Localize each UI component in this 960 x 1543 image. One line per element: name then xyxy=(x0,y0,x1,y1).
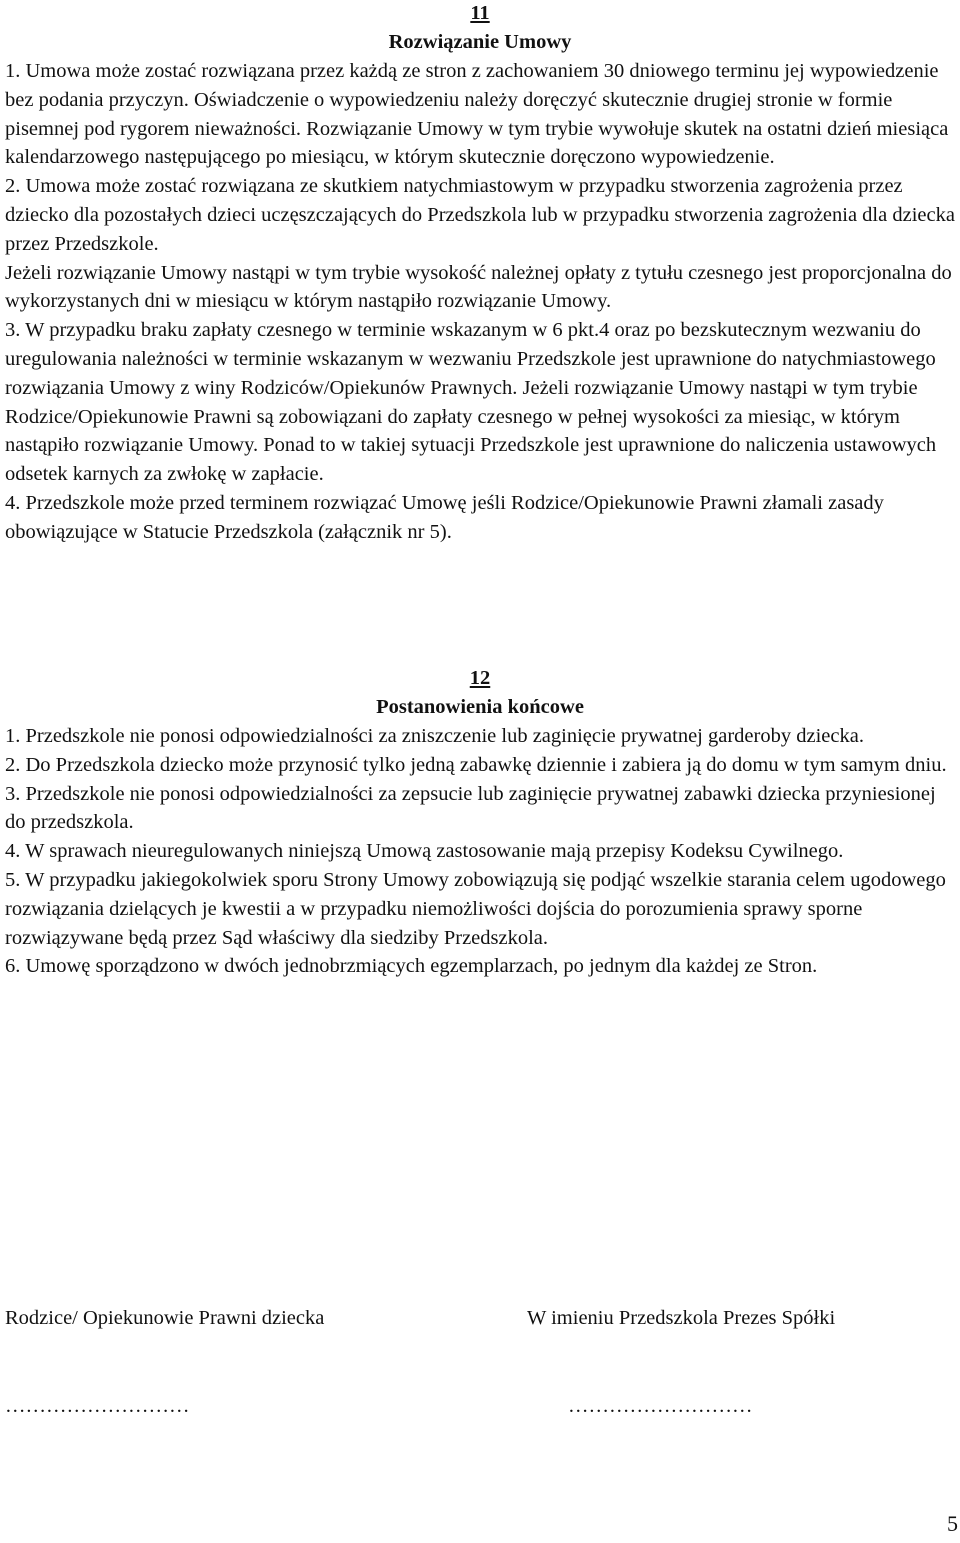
page-number: 5 xyxy=(947,1511,958,1536)
section-12-paragraph-3: 3. Przedszkole nie ponosi odpowiedzialności za zepsucie lub zaginięcie prywatnej zabawki dziecka przyniesionej do przedszkola. xyxy=(5,782,936,834)
section-12-paragraph-2: 2. Do Przedszkola dziecko może przynosić tylko jedną zabawkę dziennie i zabiera ją do domu w tym samym dniu. xyxy=(5,753,947,776)
section-12-paragraph-4: 4. W sprawach nieuregulowanych niniejszą Umową zastosowanie mają przepisy Kodeksu Cywilnego. xyxy=(5,840,844,863)
section-11-paragraph-2-continuation: Jeżeli rozwiązanie Umowy nastąpi w tym trybie wysokość należnej opłaty z tytułu czesnego jest proporcjonalna do wykorzystanych dni w miesiącu w którym nastąpiło rozwiązanie Umowy. xyxy=(5,261,952,313)
section-11-number: 11 xyxy=(470,2,490,24)
section-12-number: 12 xyxy=(469,667,491,689)
section-12-paragraph-1: 1. Przedszkole nie ponosi odpowiedzialności za zniszczenie lub zaginięcie prywatnej garderoby dziecka. xyxy=(5,725,864,747)
section-11-title: Rozwiązanie Umowy xyxy=(388,31,572,53)
section-11-paragraph-3: 3. W przypadku braku zapłaty czesnego w terminie wskazanym w 6 pkt.4 oraz po bezskutecznym wezwaniu do uregulowania należności w terminie wskazanym w wezwaniu Przedszkole jest uprawnione do natychmiastowego rozwiązania Umowy z winy Rodziców/Opiekunów Prawnych. Jeżeli rozwiązanie Umowy nastąpi w tym trybie Rodzice/Opiekunowie Prawni są zobowiązani do zapłaty czesnego w pełnej wysokości za miesiąc, w którym nastąpiło rozwiązanie Umowy. Ponad to w takiej sytuacji Przedszkole jest uprawnione do naliczenia ustawowych odsetek karnych za zwłokę w zapłacie. xyxy=(5,319,937,486)
section-12 xyxy=(5,664,955,981)
section-12-title: Postanowienia końcowe xyxy=(376,696,584,718)
section-12-number-heading xyxy=(5,664,955,693)
section-12-paragraph-5: 5. W przypadku jakiegokolwiek sporu Strony Umowy zobowiązują się podjąć wszelkie starania celem ugodowego rozwiązania dzielących je kwestii a w przypadku niemożliwości dojścia do porozumienia sprawy sporne rozwiązywane będą przez Sąd właściwy dla siedziby Przedszkola. xyxy=(5,868,946,949)
section-11 xyxy=(5,0,955,547)
section-11-paragraph-4: 4. Przedszkole może przed terminem rozwiązać Umowę jeśli Rodzice/Opiekunowie Prawni złamali zasady obowiązujące w Statucie Przedszkola (załącznik nr 5). xyxy=(5,491,884,543)
company-signature-label: W imieniu Przedszkola Prezes Spółki xyxy=(527,1307,836,1329)
parents-signature-label: Rodzice/ Opiekunowie Prawni dziecka xyxy=(5,1307,325,1329)
parents-signature-line: ……………………… xyxy=(5,1395,190,1417)
section-11-paragraph-1: 1. Umowa może zostać rozwiązana przez każdą ze stron z zachowaniem 30 dniowego terminu jej wypowiedzenie bez podania przyczyn. Oświadczenie o wypowiedzeniu należy doręczyć skutecznie drugiej stronie w formie pisemnej pod rygorem nieważności. Rozwiązanie Umowy w tym trybie wywołuje skutek na ostatni dzień miesiąca kalendarzowego następującego po miesiącu, w którym skutecznie doręczono wypowiedzenie. xyxy=(5,60,949,169)
section-11-number-heading xyxy=(5,0,955,28)
section-12-paragraph-6: 6. Umowę sporządzono w dwóch jednobrzmiących egzemplarzach, po jednym dla każdej ze Stron. xyxy=(5,955,818,978)
company-signature-line: ……………………… xyxy=(568,1395,753,1417)
section-11-paragraph-2: 2. Umowa może zostać rozwiązana ze skutkiem natychmiastowym w przypadku stworzenia zagrożenia przez dziecko dla pozostałych dzieci uczęszczających do Przedszkola lub w przypadku stworzenia zagrożenia dla dziecka przez Przedszkole. xyxy=(5,175,955,255)
